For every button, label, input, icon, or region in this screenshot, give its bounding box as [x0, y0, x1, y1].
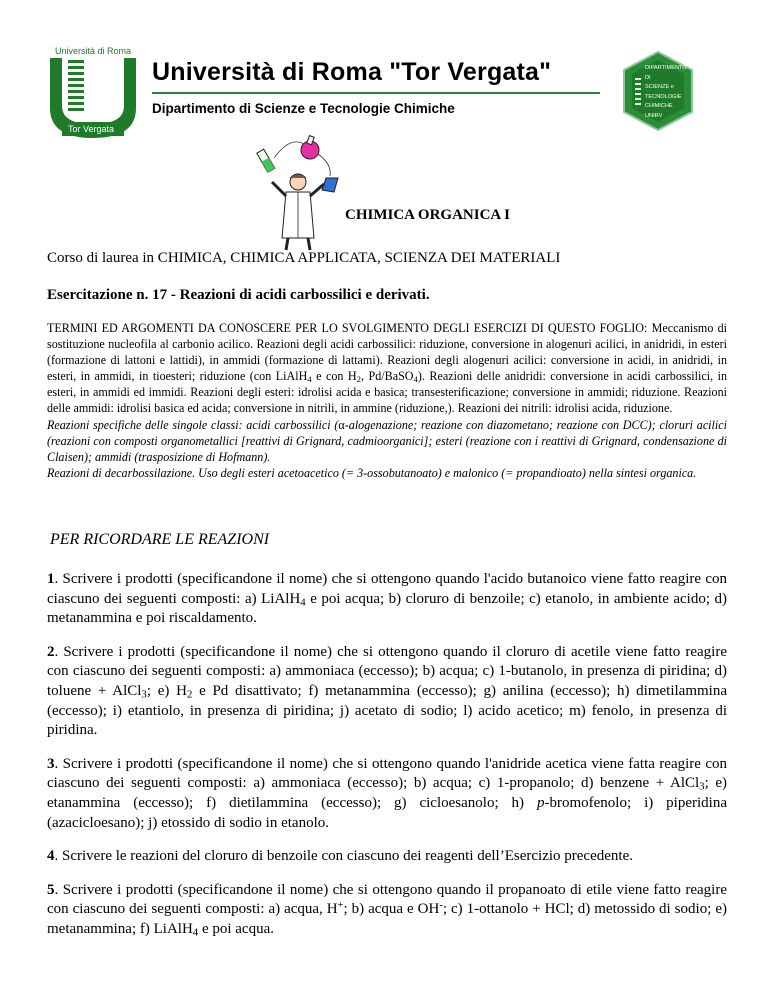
university-logo — [46, 46, 140, 142]
chemist-juggler-illustration — [250, 134, 340, 252]
logo-top-text: Università di Roma — [54, 46, 132, 56]
university-title: Università di Roma "Tor Vergata" — [152, 58, 552, 86]
section-heading: PER RICORDARE LE REAZIONI — [50, 531, 270, 548]
exercise-item-1: 1. Scrivere i prodotti (specificandone il nome) che si ottengono quando l'acido butanoico viene fatto reagire con ciascuno dei seguenti composti: a) LiAlH$_4$ e poi acqua; b) cloruro di benzoile; c) etanolo, in ambiente acido; d) metanammina e poi riscaldamento. — [47, 571, 727, 627]
course-line: Corso di laurea in CHIMICA, CHIMICA APPLICATA, SCIENZA DEI MATERIALI — [47, 250, 561, 266]
department-logo — [622, 50, 694, 132]
document-title: CHIMICA ORGANICA I — [345, 207, 511, 223]
topics-decarboxylation: Reazioni di decarbossilazione. Uso degli esteri acetoacetico (= 3-ossobutanoato) e malonico (= propandioato) nella sintesi organica. — [47, 465, 697, 480]
exercise-item-2: 2. Scrivere i prodotti (specificandone il nome) che si ottengono quando il cloruro di acetile viene fatto reagire con ciascuno dei seguenti composti: a) ammoniaca (eccesso); b) acqua; c) 1-butanolo, in presenza di piridina; d) toluene + AlCl$_3$; e) $H_2$ e Pd disattivato; f) metanammina (eccesso); g) anilina (eccesso); h) dimetilammina (eccesso); i) etantiolo, in presenza di piridina; j) acetato di sodio; l) acido acetico; m) fenolo, in presenza di piridina. — [47, 643, 727, 739]
exercise-list — [47, 570, 727, 954]
alpha-symbol: α — [338, 417, 345, 432]
exercise-item-5: 5. Scrivere i prodotti (specificandone il nome) che si ottengono quando il propanoato di etile viene fatto reagire con ciascuno dei seguenti composti: a) acqua, H+; b) acqua e OH-; c) 1-ottanolo + HCl; d) metossido di sodio; e) metanammina; f) LiAlH$_4$ e poi acqua. — [47, 881, 727, 939]
topics-block — [47, 320, 727, 481]
topics-heading: TERMINI ED ARGOMENTI DA CONOSCERE PER LO SVOLGIMENTO DEGLI ESERCIZI DI QUESTO FOGLIO: — [47, 321, 648, 335]
department-title: Dipartimento di Scienze e Tecnologie Chimiche — [152, 101, 455, 116]
exercise-item-3: 3. Scrivere i prodotti (specificandone il nome) che si ottengono quando l'anidride acetica viene fatta reagire con ciascuno dei seguenti composti: a) ammoniaca (eccesso); b) acqua; c) 1-propanolo; d) benzene + AlCl$_3$; e) etanammina (eccesso); f) dietilammina (eccesso); g) cicloesanolo; h) p-bromofenolo; i) piperidina (azacicloesano); j) etossido di sodio in etanolo. — [47, 755, 727, 831]
header-divider — [152, 92, 600, 94]
topics-paragraph: TERMINI ED ARGOMENTI DA CONOSCERE PER LO SVOLGIMENTO DEGLI ESERCIZI DI QUESTO FOGLIO: Meccanismo di sostituzione nucleofila al carbonio acilico. Reazioni degli acidi carbossilici: riduzione, conversione in alogenuri acilici, in anidridi, in esteri (formazione di lattoni e lattidi), in ammidi (formazione di lattami). Reazioni degli alogenuri acilici: conversione in acidi, in anidridi, in esteri, in ammidi, in tioesteri; riduzione (con LiAlH$_4$ e con $H_2$, Pd/BaSO$_4$). Reazioni delle anidridi: conversione in acidi carbossilici, in esteri, in ammidi ed immidi. Reazioni degli esteri: idrolisi acida e basica; transesterificazione; conversione in ammidi; riduzione. Reazioni delle ammidi: idrolisi basica ed acida; conversione in nitrili, in ammine (riduzione,). Reazioni dei nitrili: idrolisi acida, riduzione. — [47, 321, 728, 416]
topics-specific-reactions: Reazioni specifiche delle singole classi: acidi carbossilici (α-alogenazione; reazione con diazometano; reazione con DCC); cloruri acilici (reazioni con composti organometallici [reattivi di Grignard, cadmioorganici]; esteri (reazione con i reattivi di Grignard, condensazione di Claisen); ammidi (trasposizione di Hofmann). — [47, 417, 727, 464]
logo-bottom-text: Tor Vergata — [67, 124, 115, 134]
department-logo-text: DIPARTIMENTO DI SCIENZE e TECNOLOGIE CHIMICHE UNIRV — [645, 65, 687, 119]
exercise-item-4: 4. Scrivere le reazioni del cloruro di benzoile con ciascuno dei reagenti dell’Esercizio precedente. — [47, 848, 633, 865]
exercise-title: Esercitazione n. 17 - Reazioni di acidi carbossilici e derivati. — [47, 287, 430, 303]
